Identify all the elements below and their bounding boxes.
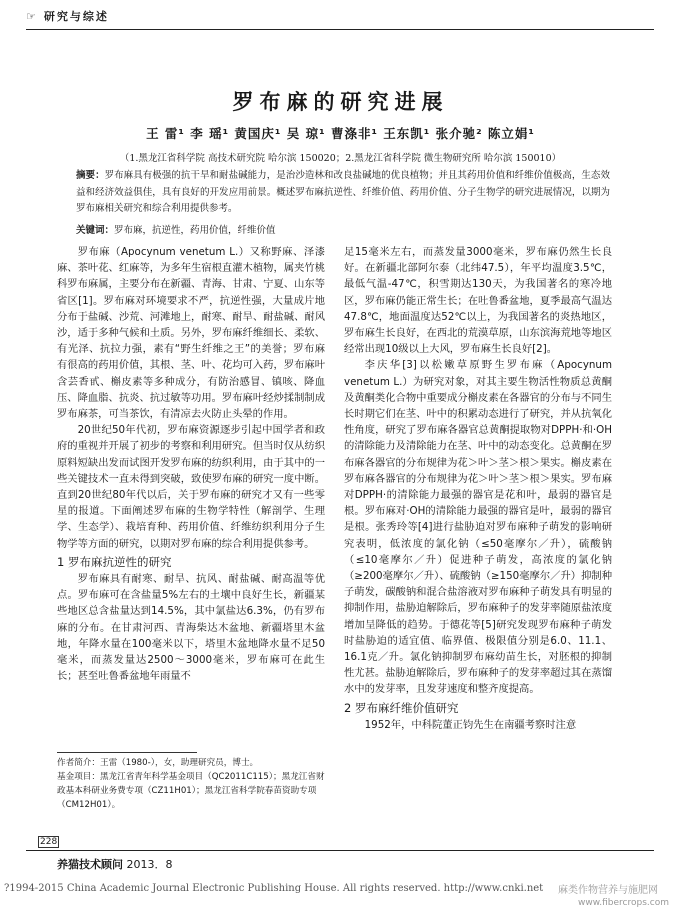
abstract <box>76 168 610 218</box>
journal-issue: 2013．8 <box>123 858 173 871</box>
footnote <box>57 752 325 812</box>
abstract-label: 摘要： <box>76 170 105 181</box>
copyright-line: ?1994-2015 China Academic Journal Electronic Publishing House. All rights reserved. http://www.cnki.net <box>4 883 544 894</box>
paragraph: 1952年，中科院董正钧先生在南疆考察时注意 <box>364 718 577 731</box>
affiliation: （1.黑龙江省科学院 高技术研究院 哈尔滨 150020；2.黑龙江省科学院 微生物研究所 哈尔滨 150010） <box>119 153 562 164</box>
funding-info: 基金项目：黑龙江省青年科学基金项目（QC2011C115）；黑龙江省财政基本科研业务费专项（CZ11H01）；黑龙江省科学院春苗资助专项（CM12H01）。 <box>57 772 325 810</box>
hand-pointing-icon: ☞ <box>26 10 38 23</box>
page-number: 228 <box>40 837 58 847</box>
paragraph: 足15毫米左右，而蒸发量3000毫米，罗布麻仍然生长良好。在新疆北部阿尔泰（北纬47.5），年平均温度3.5℃，最低气温-47℃，积雪期达130天，为我国著名的寒冷地区，罗布麻仍能正常生长；在吐鲁番盆地，夏季最高气温达47.8℃，地面温度达52℃以上，为我国著名的炎热地区，罗布麻生长良好，在西北的荒漠草原，山东滨海荒地等地区经常出现10级以上大风，罗布麻生长良好[2]。 <box>344 246 612 356</box>
paragraph: 罗布麻具有耐寒、耐旱、抗风、耐盐碱、耐高温等优点。罗布麻可在含盐量5%左右的土壤中良好生长，新疆某些地区总含盐量达到14.5%，其中氯盐达6.3%，仍有罗布麻的分布。在甘肃河西、青海柴达木盆地、新疆塔里木盆地，年降水量在100毫米以下，塔里木盆地降水量不足50毫米，而蒸发量达2500～3000毫米，罗布麻可在此生长；甚至吐鲁番盆地年雨量不 <box>57 573 325 683</box>
body-column-left <box>57 244 325 684</box>
keywords-label: 关键词： <box>76 225 115 236</box>
paragraph: 20世纪50年代初，罗布麻资源逐步引起中国学者和政府的重视并开展了初步的考察和利用研究。但当时仅从纺织原料短缺出发而试图开发罗布麻的纺织利用，由于其中的一些关键技术一直未得到突破，致使罗布麻的研究一度中断。直到20世纪80年代以后，关于罗布麻的研究才又有一些零星的报道。下面阐述罗布麻的生物学特性（解剖学、生理学、生态学）、栽培育种、药用价值、纤维纺织利用分子生物学等方面的研究，以期对罗布麻的综合利用提供参考。 <box>57 424 325 550</box>
header-rule <box>26 29 654 30</box>
paragraph: 罗布麻（Apocynum venetum L.）又称野麻、泽漆麻、茶叶花、红麻等，为多年生宿根直灌木植物，属夹竹桃科罗布麻属，主要分布在新疆、青海、甘肃、宁夏、山东等省区[1]。罗布麻对环境要求不严，抗逆性强，大量成片地分布于盐碱、沙荒、河滩地上，耐寒、耐旱、耐盐碱、耐风沙，适于多种气候和土质。另外，罗布麻纤维细长、柔软、有光泽、抗拉力强，素有“野生纤维之王”的美誉；罗布麻有很高的药用价值，其根、茎、叶、花均可入药，罗布麻叶含芸香甙、槲皮素等多种成分，有防治感冒、镇咳、降血压、降血脂、抗炎、抗过敏等功用。罗布麻叶经炒揉制制成罗布麻茶，可当茶饮，有清凉去火防止头晕的作用。 <box>57 246 325 421</box>
keywords <box>76 222 610 236</box>
keywords-text: 罗布麻，抗逆性，药用价值，纤维价值 <box>114 225 276 236</box>
section-header <box>26 8 109 24</box>
section-heading: 2 罗布麻纤维价值研究 <box>344 700 459 715</box>
footer-rule <box>26 850 654 851</box>
abstract-text: 罗布麻具有极强的抗干旱和耐盐碱能力，是治沙造林和改良盐碱地的优良植物；并且其药用价值和纤维价值极高，生态效益和经济效益俱佳，具有良好的开发应用前景。概述罗布麻抗逆性、纤维价值、药用价值、分子生物学的研究进展情况，以期为罗布麻相关研究和综合利用提供参考。 <box>76 170 610 214</box>
watermark-text: 麻类作物营养与施肥网 <box>558 885 658 896</box>
journal-name <box>57 856 173 872</box>
author-list: 王 雷¹ 李 瑶¹ 黄国庆¹ 吴 琼¹ 曹涤非¹ 王东凯¹ 张介驰² 陈立娟¹ <box>146 126 535 141</box>
paragraph: 李庆华[3]以松嫩草原野生罗布麻（Apocynum venetum L.）为研究对象，对其主要生物活性物质总黄酮及黄酮类化合物中重要成分槲皮素在各器官的分布与不同生长时期它们在茎、叶中的积累动态进行了研究，并从抗氧化性角度，研究了罗布麻各器官总黄酮提取物对DPPH·和·OH的清除能力及清除能力在茎、叶中的动态变化。总黄酮在罗布麻各器官的分布规律为花＞叶＞茎＞根＞果实。槲皮素在罗布麻各器官的分布规律为花＞叶＞茎＞根＞果实。罗布麻对DPPH·的清除能力最强的器官是花和叶，最弱的器官是根。罗布麻对·OH的清除能力最强的器官是叶，最弱的器官是根。张秀玲等[4]进行盐胁迫对罗布麻种子萌发的影响研究表明，低浓度的氯化钠（≤50毫摩尔／升），硫酸钠（≤10毫摩尔／升）促进种子萌发，高浓度的氯化钠（≥200毫摩尔／升）、硫酸钠（≥150毫摩尔／升）抑制种子萌发，碳酸钠和混合盐溶液对罗布麻种子萌发具有明显的抑制作用，盐胁迫解除后，罗布麻种子的发芽率随原盐浓度增加呈降低的趋势。于德花等[5]研究发现罗布麻种子萌发时盐胁迫的适宜值、临界值、极限值分别是6.0、11.1、16.1克／升。氯化钠抑制罗布麻幼苗生长，对胚根的抑制性尤甚。盐胁迫解除后，罗布麻种子的发芽率超过其在蒸馏水中的发芽率，且发芽速度和整齐度提高。 <box>344 359 612 696</box>
article-title: 罗布麻的研究进展 <box>232 90 449 114</box>
section-label: 研究与综述 <box>43 10 109 23</box>
author-info: 作者简介：王雷（1980-），女，助理研究员，博士。 <box>57 758 259 768</box>
body-column-right <box>344 244 612 733</box>
journal-title: 养猫技术 <box>57 858 101 871</box>
footnote-rule <box>57 752 197 753</box>
watermark-url: www.fibercrops.com <box>578 898 669 908</box>
journal-title-suffix: 顾问 <box>101 858 123 871</box>
section-heading: 1 罗布麻抗逆性的研究 <box>57 554 172 569</box>
